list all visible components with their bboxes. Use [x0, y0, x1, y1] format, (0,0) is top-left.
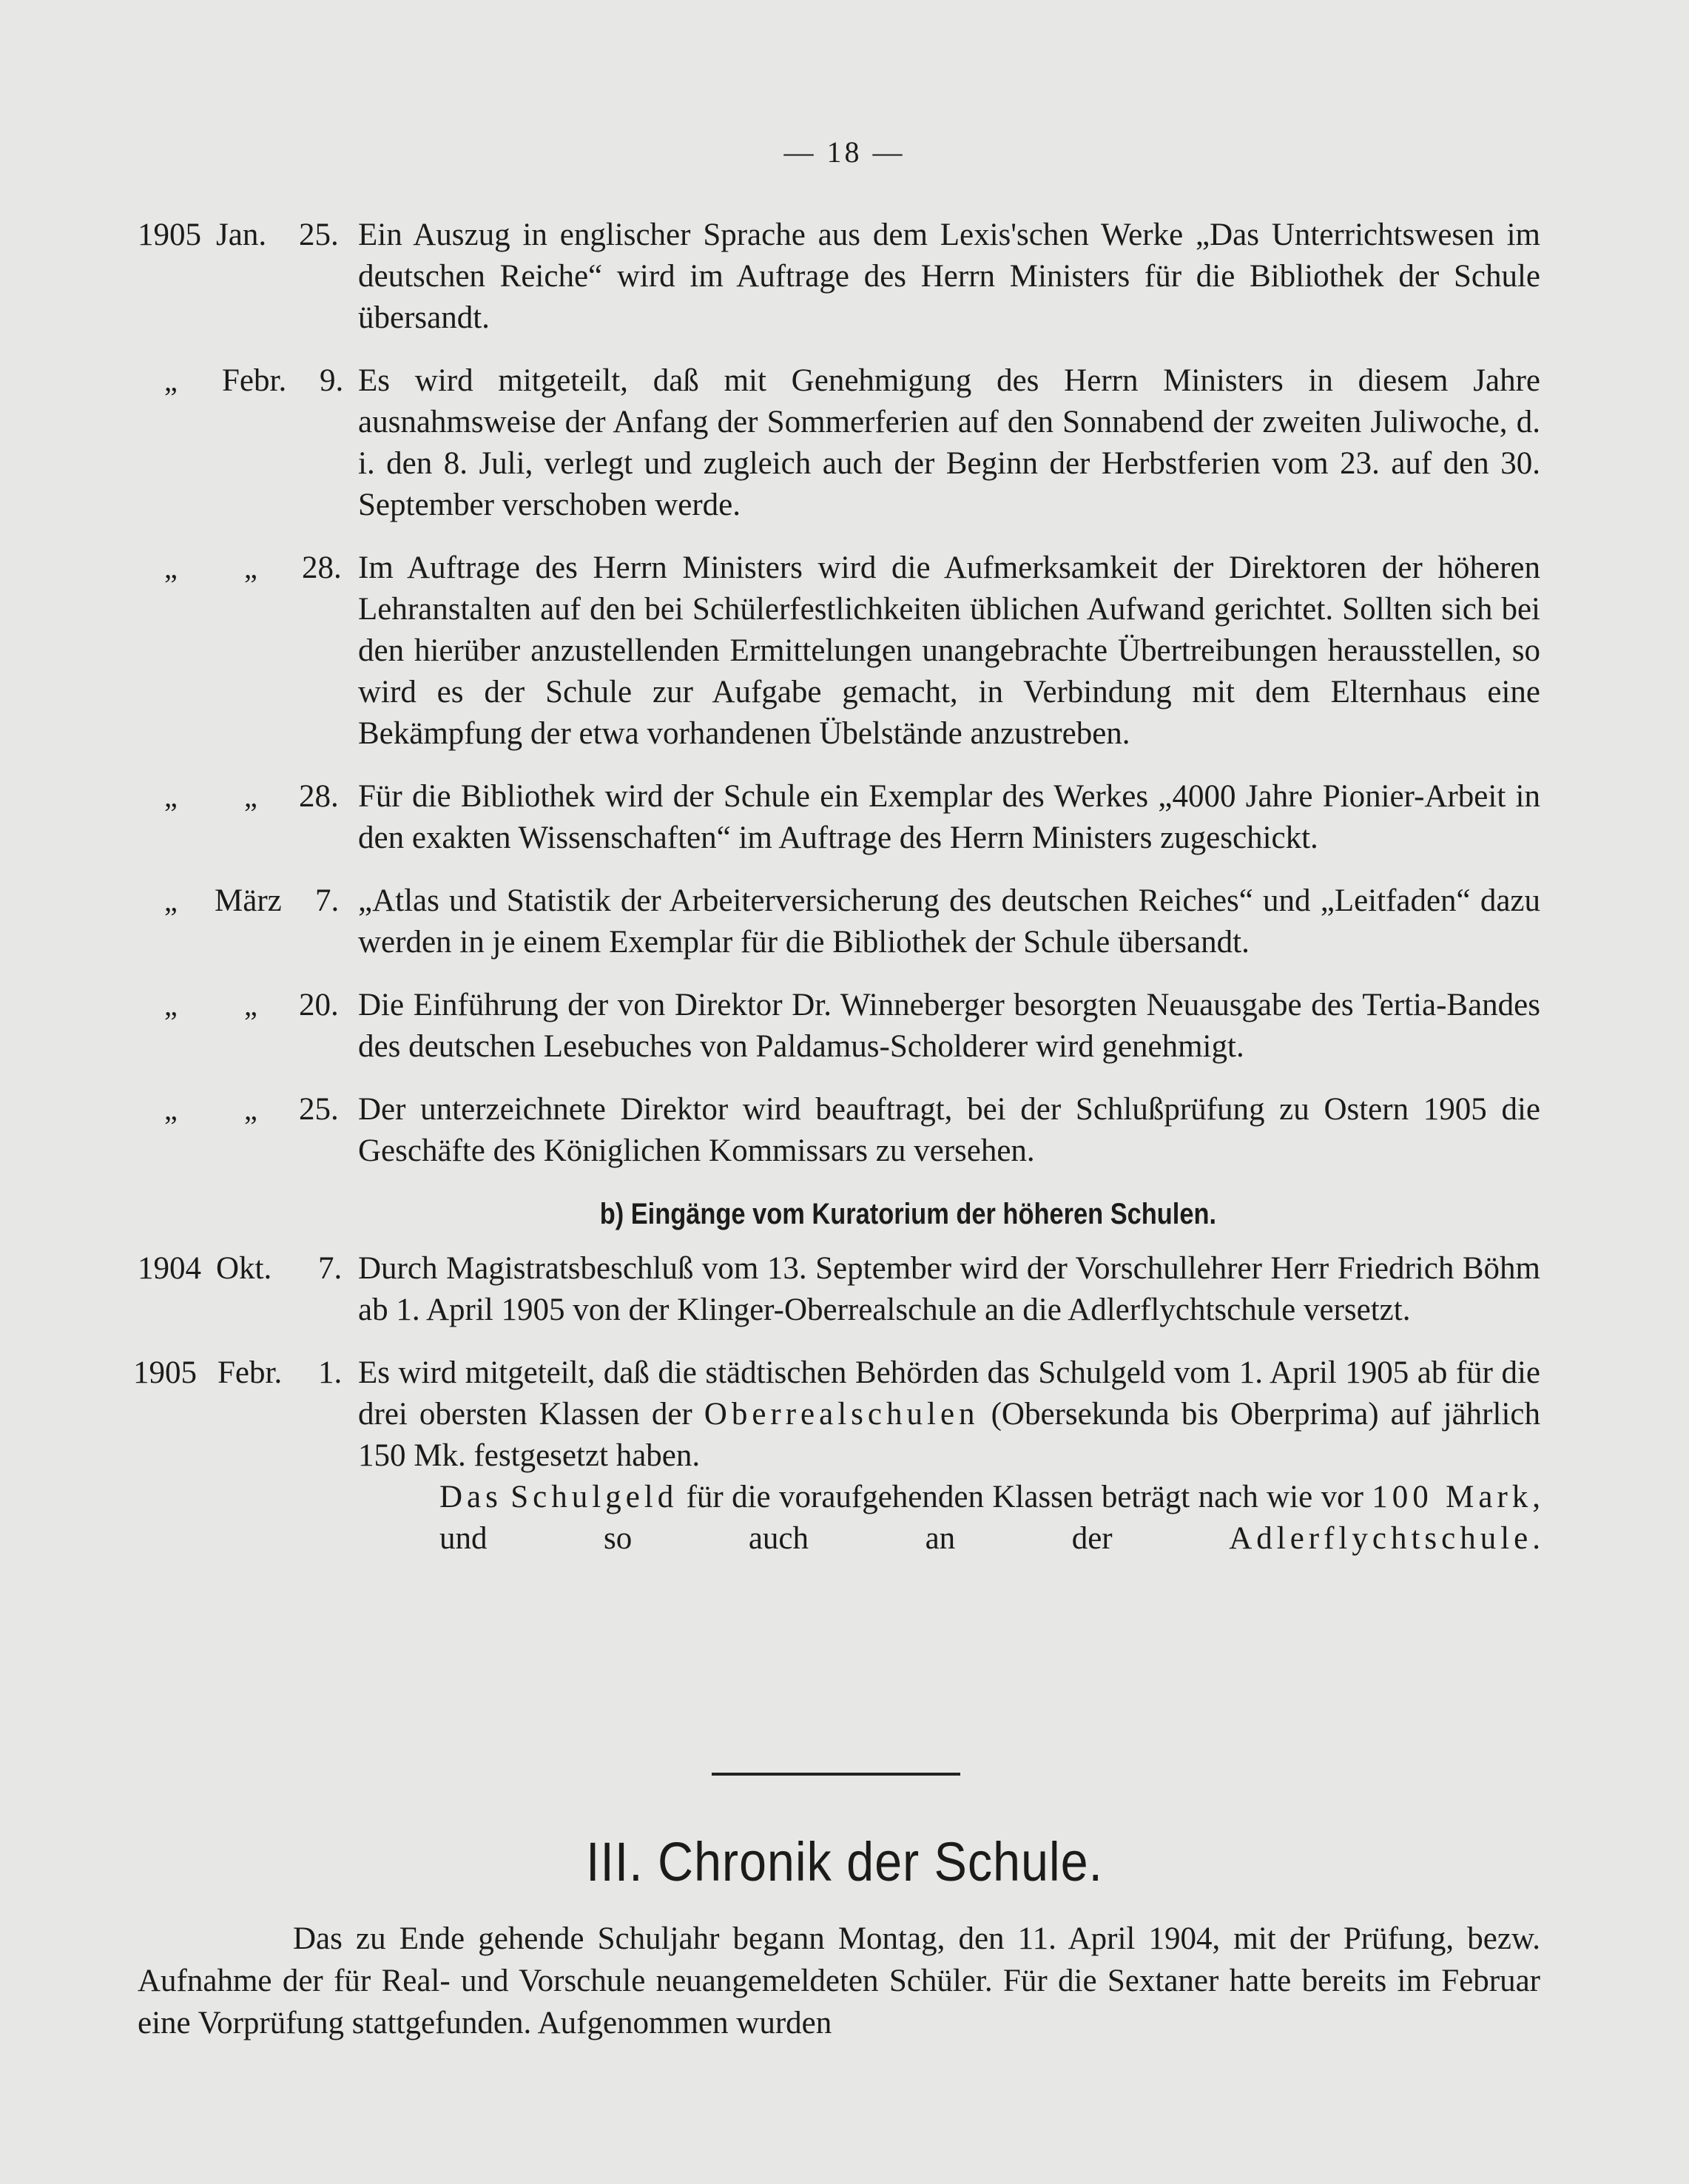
spaced-word: Das: [439, 1480, 502, 1514]
entry-day: 7.: [318, 1251, 343, 1286]
entry-year: 1904: [138, 1251, 201, 1286]
entry-day: 28.: [302, 550, 342, 585]
entry-text: Es wird mitgeteilt, daß mit Genehmigung des Herrn Ministers in diesem Jahre ausnahmsweise der Anfang der Sommerferien auf den Sonnabend der zweiten Juliwoche, d. i. den 8. Juli, verlegt und zugleich auch der Beginn der Herbstferien vom 23. auf den 30. September verschoben werde.: [358, 363, 1540, 522]
spaced-word: Schulgeld: [510, 1480, 678, 1514]
entry-day: 20.: [299, 988, 339, 1022]
entry-day: 25.: [299, 1092, 339, 1127]
continuation-text: für die voraufgehenden Klassen beträgt nach wie vor: [678, 1480, 1372, 1514]
entries-list: [0, 215, 1689, 1560]
entry-day: 25.: [299, 218, 339, 252]
entry-month-ditto: „: [244, 551, 257, 584]
entry-text: Der unterzeichnete Direktor wird beauftragt, bei der Schlußprüfung zu Ostern 1905 die Geschäfte des Königlichen Kommissars zu versehen.: [358, 1092, 1540, 1168]
entry-month-ditto: „: [244, 988, 257, 1022]
entry: [0, 547, 1689, 755]
entry-month: Febr.: [218, 1355, 283, 1390]
entry-day: 9.: [320, 363, 344, 398]
entry-year-ditto: „: [164, 884, 178, 917]
entry-text: „Atlas und Statistik der Arbeiterversicherung des deutschen Reiches“ und „Leitfaden“ dazu werden in je einem Exemplar für die Bibliothek der Schule übersandt.: [358, 883, 1540, 960]
entry: [0, 1248, 1689, 1331]
continuation-end: .: [1532, 1521, 1540, 1556]
section-divider: [712, 1773, 960, 1776]
entry-day: 7.: [315, 883, 340, 918]
entry-month: Jan.: [216, 218, 267, 252]
entry: [0, 776, 1689, 859]
entry-month: Febr.: [222, 363, 287, 398]
chapter-text: Das zu Ende gehende Schuljahr begann Montag, den 11. April 1904, mit der Prüfung, bezw. Aufnahme der für Real- und Vorschule neuangemeldeten Schüler. Für die Sextaner hatte bereits im Februar eine Vorprüfung stattgefunden. Aufgenommen wurden: [138, 1921, 1540, 2040]
entry-month-ditto: „: [244, 780, 257, 813]
entry-month-ditto: „: [244, 1093, 257, 1126]
entry-year-ditto: „: [164, 988, 178, 1022]
entry: [0, 985, 1689, 1068]
entry-month: März: [215, 883, 282, 918]
entry-year-ditto: „: [164, 364, 178, 397]
entry-day: 28.: [299, 779, 339, 814]
entry-text: Die Einführung der von Direktor Dr. Winneberger besorgten Neuausgabe des Tertia-Bandes des deutschen Lesebuches von Paldamus-Scholderer wird genehmigt.: [358, 988, 1540, 1064]
entry-year-ditto: „: [164, 1093, 178, 1126]
entry: [0, 360, 1689, 526]
entry-text-part: Es wird mitgeteilt, daß die städtischen Behörden das Schulgeld vom 1. April 1905 ab für die drei obersten Klassen der: [358, 1355, 1540, 1432]
entry: [0, 1352, 1689, 1477]
entry: [0, 880, 1689, 963]
spaced-word: 100 Mark: [1372, 1480, 1533, 1514]
chapter-title: III. Chronik der Schule.: [585, 1831, 1103, 1893]
entry-text: Durch Magistratsbeschluß vom 13. September wird der Vorschullehrer Herr Friedrich Böhm ab 1. April 1905 von der Klinger-Oberrealschule an die Adlerflychtschule versetzt.: [358, 1251, 1540, 1327]
entry-year-ditto: „: [164, 551, 178, 584]
entry-month: Okt.: [216, 1251, 272, 1286]
entry-text: [358, 1352, 1540, 1477]
continuation-line: [358, 1477, 1540, 1560]
entry-text-spaced: Oberrealschulen: [704, 1397, 980, 1432]
section-heading: b) Eingänge vom Kuratorium der höheren Schulen.: [599, 1198, 1217, 1230]
entry: [0, 1089, 1689, 1172]
continuation-text: , und so auch an der: [439, 1480, 1541, 1556]
entry-text: Im Auftrage des Herrn Ministers wird die Aufmerksamkeit der Direktoren der höheren Lehranstalten auf den bei Schülerfestlichkeiten üblichen Aufwand gerichtet. Sollten sich bei den hierüber anzustellenden Ermittelungen unangebrachte Übertreibungen herausstellen, so wird es der Schule zur Aufgabe gemacht, in Verbindung mit dem Elternhaus eine Bekämpfung der etwa vorhandenen Übelstände anzustreben.: [358, 550, 1540, 751]
page-number: — 18 —: [783, 135, 906, 169]
entry: [0, 215, 1689, 339]
entry-year: 1905: [133, 1355, 197, 1390]
entry-year: 1905: [138, 218, 201, 252]
entry-text-part: (Obersekunda bis Oberprima) auf jährlich 150 Mk. festgesetzt haben.: [358, 1397, 1540, 1473]
entry-text: Für die Bibliothek wird der Schule ein Exemplar des Werkes „4000 Jahre Pionier-Arbeit in den exakten Wissenschaften“ im Auftrage des Herrn Ministers zugeschickt.: [358, 779, 1540, 855]
entry-day: 1.: [318, 1355, 343, 1390]
spaced-word: Adlerflychtschule: [1229, 1521, 1533, 1556]
entry-text: Ein Auszug in englischer Sprache aus dem Lexis'schen Werke „Das Unterrichtswesen im deutschen Reiche“ wird im Auftrage des Herrn Ministers für die Bibliothek der Schule übersandt.: [358, 218, 1540, 335]
entry-year-ditto: „: [164, 780, 178, 813]
entry-continuation: [358, 1477, 1540, 1560]
